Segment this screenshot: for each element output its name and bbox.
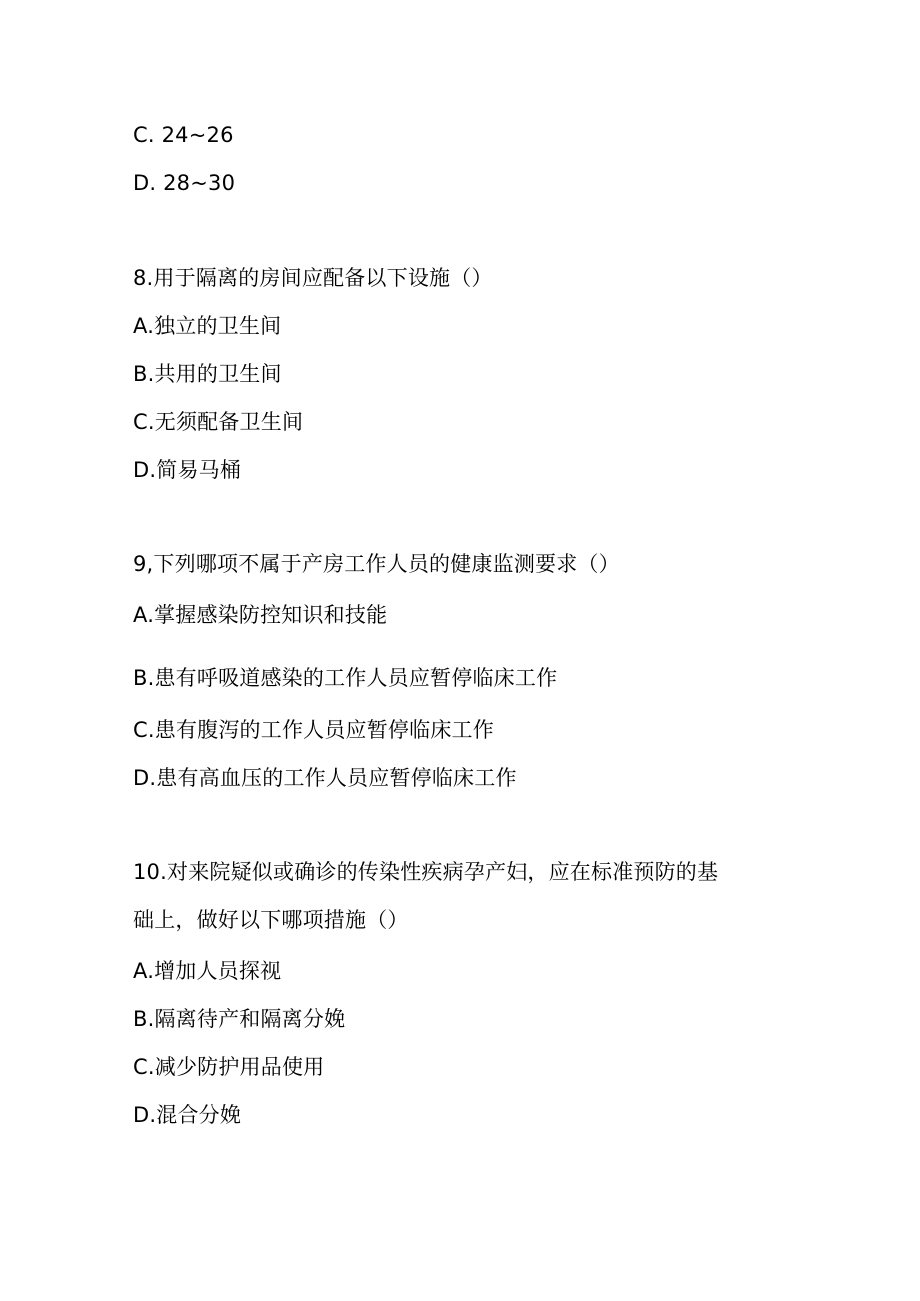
q10-option-d: D.混合分娩 xyxy=(133,1103,242,1127)
q9-option-a: A.掌握感染防控知识和技能 xyxy=(133,603,388,627)
q8-option-c: C.无须配备卫生间 xyxy=(133,410,304,434)
q8-stem: 8.用于隔离的房间应配备以下设施（） xyxy=(133,266,493,290)
q10-stem-line1: 10.对来院疑似或确诊的传染性疾病孕产妇，应在标准预防的基 xyxy=(133,860,719,884)
q9-option-c: C.患有腹泻的工作人员应暂停临床工作 xyxy=(133,718,494,742)
q9-option-d: D.患有高血压的工作人员应暂停临床工作 xyxy=(133,766,517,790)
q8-option-d: D.简易马桶 xyxy=(133,458,242,482)
q8-option-b: B.共用的卫生间 xyxy=(133,362,282,386)
q7-option-c: C. 24~26 xyxy=(133,123,234,147)
q8-option-a: A.独立的卫生间 xyxy=(133,314,282,338)
q10-option-a: A.增加人员探视 xyxy=(133,959,282,983)
q9-option-b: B.患有呼吸道感染的工作人员应暂停临床工作 xyxy=(133,666,558,690)
q9-stem: 9,下列哪项不属于产房工作人员的健康监测要求（） xyxy=(133,552,620,576)
q10-option-c: C.减少防护用品使用 xyxy=(133,1055,325,1079)
q7-option-d: D. 28~30 xyxy=(133,171,236,195)
q10-option-b: B.隔离待产和隔离分娩 xyxy=(133,1007,346,1031)
q10-stem-line2: 础上，做好以下哪项措施（） xyxy=(133,908,409,932)
